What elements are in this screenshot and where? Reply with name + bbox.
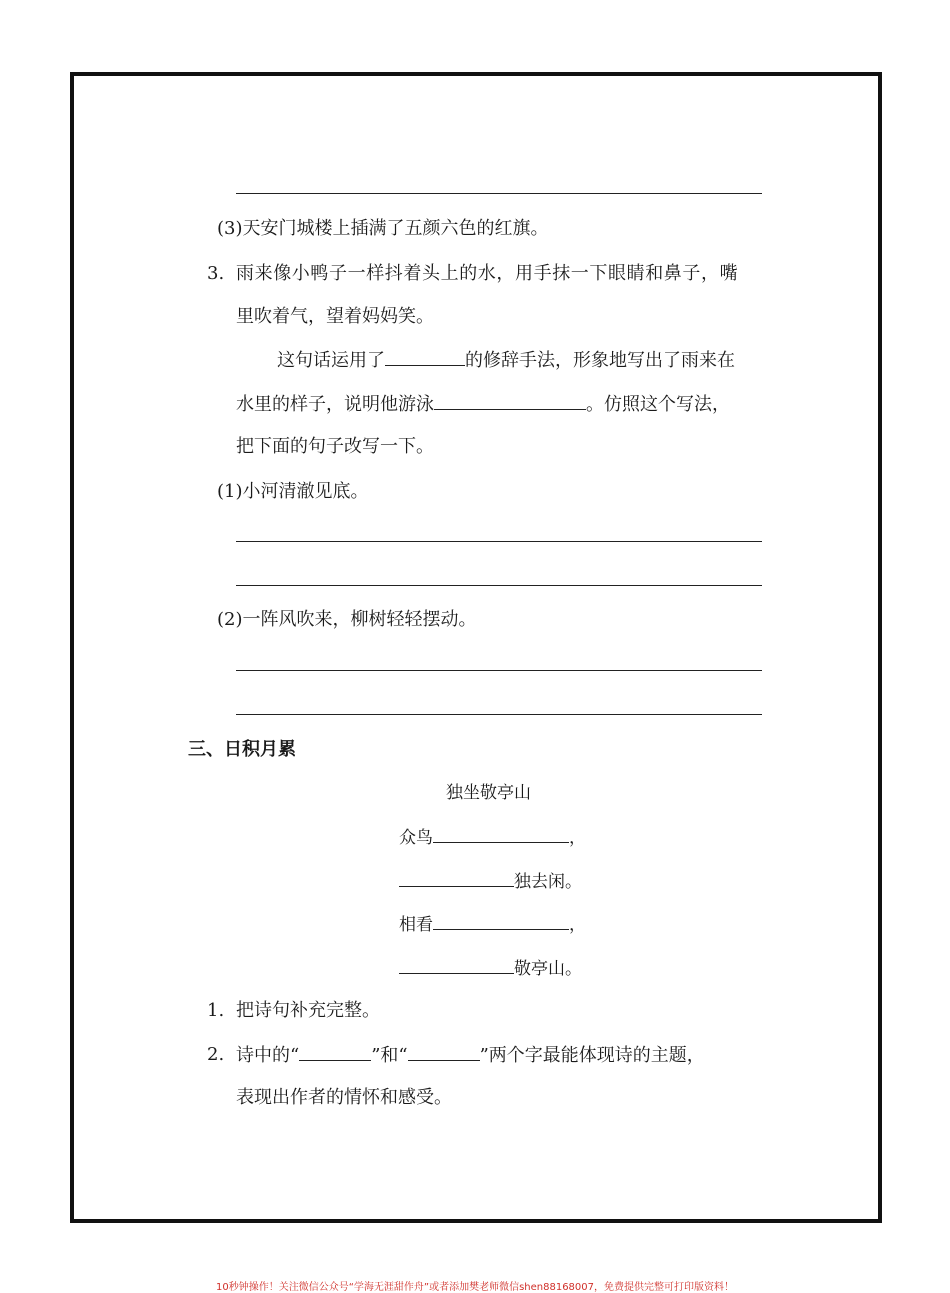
- q3-p2-a: 水里的样子，说明他游泳: [236, 394, 434, 415]
- q3-number: 3.: [207, 263, 225, 284]
- s3-q2-b: ”和“: [371, 1045, 408, 1066]
- s3-q1-text: 把诗句补充完整。: [236, 1000, 380, 1021]
- poem-blank-3[interactable]: [433, 911, 569, 930]
- q3-line-1: 雨来像小鸭子一样抖着头上的水，用手抹一下眼睛和鼻子，嘴: [236, 263, 739, 284]
- poem-blank-1[interactable]: [433, 824, 569, 843]
- answer-line: [236, 541, 762, 542]
- s3-q2-line-2: 表现出作者的情怀和感受。: [236, 1087, 452, 1108]
- poem-line-2-suffix: 独去闲。: [514, 872, 582, 892]
- q3-p2-b: 。仿照这个写法，: [586, 394, 730, 415]
- rhetoric-blank[interactable]: [385, 347, 465, 366]
- poem-blank-4[interactable]: [399, 955, 514, 974]
- answer-line: [236, 585, 762, 586]
- poem-line-1-suffix: ，: [569, 828, 586, 848]
- q3-item-2: (2)一阵风吹来，柳树轻轻摆动。: [217, 609, 477, 630]
- poem-line-2: [399, 868, 582, 895]
- q3-p1-b: 的修辞手法，形象地写出了雨来在: [465, 350, 735, 371]
- poem-line-1-prefix: 众鸟: [399, 828, 433, 848]
- poem-blank-2[interactable]: [399, 868, 514, 887]
- theme-blank-2[interactable]: [408, 1042, 480, 1061]
- answer-line: [236, 714, 762, 715]
- answer-line: [236, 670, 762, 671]
- q3-para-line-1: [277, 347, 735, 374]
- s3-q2-number: 2.: [207, 1044, 225, 1065]
- q3-para-line-2: [236, 391, 730, 418]
- s3-q1-number: 1.: [207, 1000, 225, 1021]
- poem-line-3: [399, 911, 586, 938]
- q3-para-line-3: 把下面的句子改写一下。: [236, 436, 434, 457]
- answer-line: [236, 193, 762, 194]
- footer-notice: 10秒钟操作！关注微信公众号“学海无涯甜作舟”或者添加樊老师微信shen88168007，免费提供完整可打印版资料！: [215, 1282, 735, 1293]
- poem-line-4: [399, 955, 582, 982]
- q2-item-3: (3)天安门城楼上插满了五颜六色的红旗。: [217, 218, 549, 239]
- poem-line-4-suffix: 敬亭山。: [514, 959, 582, 979]
- s3-q2-a: 诗中的“: [236, 1045, 300, 1066]
- poem-line-3-prefix: 相看: [399, 915, 433, 935]
- q3-item-1: (1)小河清澈见底。: [217, 481, 369, 502]
- section-3-title: 三、日积月累: [188, 739, 296, 760]
- poem-line-3-suffix: ，: [569, 915, 586, 935]
- poem-line-1: [399, 824, 586, 851]
- theme-blank-1[interactable]: [299, 1042, 371, 1061]
- q3-line-2: 里吹着气，望着妈妈笑。: [236, 306, 434, 327]
- poem-title: 独坐敬亭山: [446, 783, 531, 803]
- swimming-blank[interactable]: [434, 391, 586, 410]
- s3-q2-c: ”两个字最能体现诗的主题，: [479, 1045, 705, 1066]
- s3-q2-line-1: [236, 1042, 705, 1069]
- q3-p1-a: 这句话运用了: [277, 350, 385, 371]
